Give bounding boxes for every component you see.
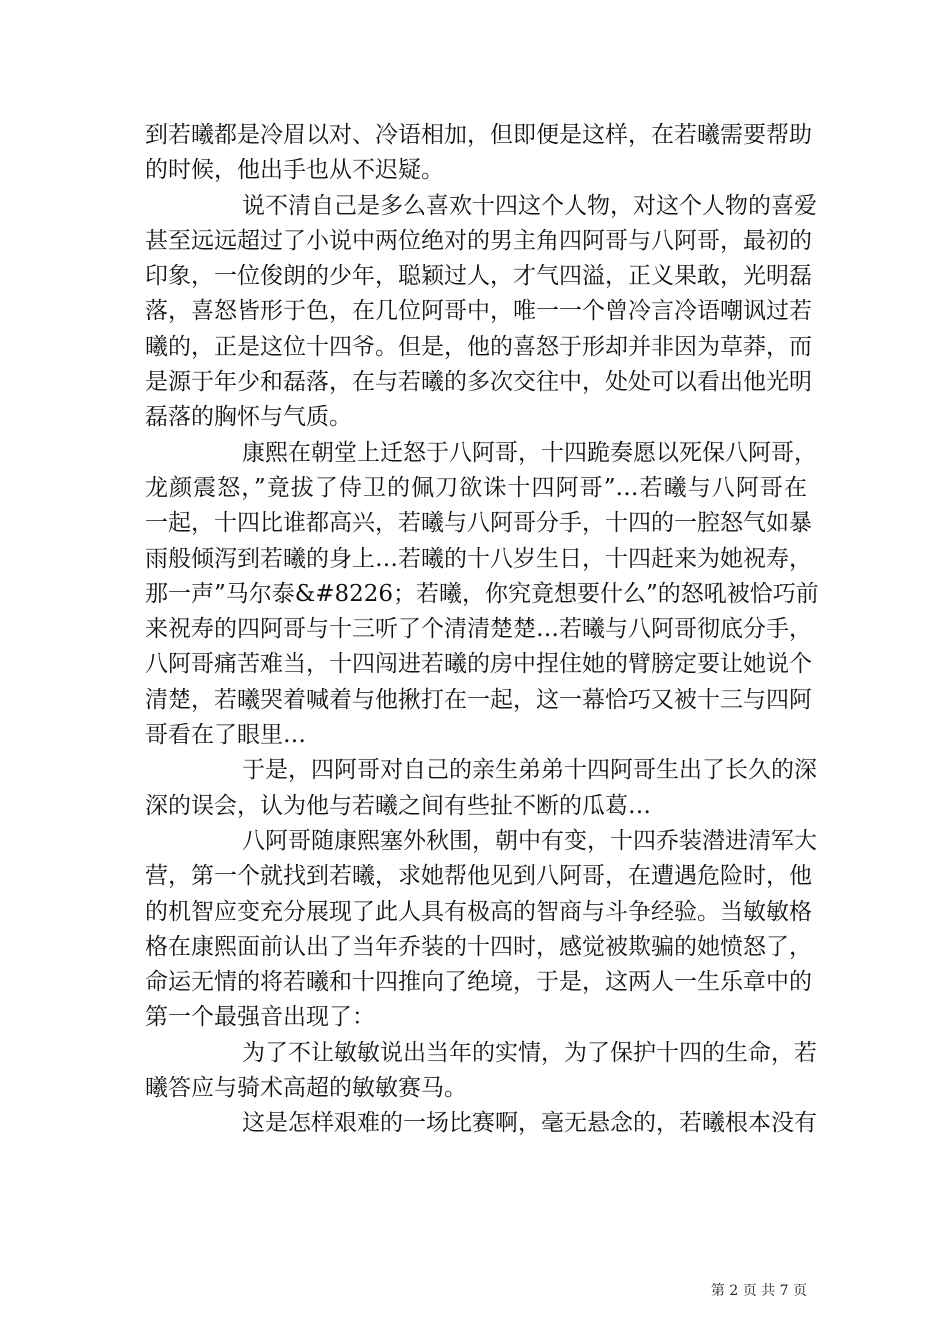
text-line: 深的误会，认为他与若曦之间有些扯不断的瓜葛…: [145, 792, 651, 819]
page-number-footer: 第 2 页 共 7 页: [710, 1283, 807, 1299]
text-line: 八阿哥随康熙塞外秋围，朝中有变，十四乔装潜进清军大: [242, 827, 817, 854]
text-line: 说不清自己是多么喜欢十四这个人物，对这个人物的喜爱: [242, 192, 817, 219]
document-body: [145, 118, 819, 1142]
text-line: 印象，一位俊朗的少年，聪颖过人，才气四溢，正义果敢，光明磊: [145, 263, 812, 290]
text-line: 的时候，他出手也从不迟疑。: [145, 157, 444, 184]
text-line: 雨般倾泻到若曦的身上…若曦的十八岁生日，十四赶来为她祝寿，: [145, 545, 812, 572]
text-line: 第一个最强音出现了：: [145, 1004, 375, 1031]
text-line: 康熙在朝堂上迁怒于八阿哥，十四跪奏愿以死保八阿哥，: [242, 439, 817, 466]
text-line: 命运无情的将若曦和十四推向了绝境，于是，这两人一生乐章中的: [145, 969, 812, 996]
text-line: 一起，十四比谁都高兴，若曦与八阿哥分手，十四的一腔怒气如暴: [145, 510, 812, 537]
text-line: 龙颜震怒，”竟拔了侍卫的佩刀欲诛十四阿哥”…若曦与八阿哥在: [145, 474, 807, 501]
text-line: 曦的，正是这位十四爷。但是，他的喜怒于形却并非因为草莽，而: [145, 333, 812, 360]
text-line: 营，第一个就找到若曦，求她帮他见到八阿哥，在遭遇危险时，他: [145, 863, 812, 890]
text-line: 是源于年少和磊落，在与若曦的多次交往中，处处可以看出他光明: [145, 369, 812, 396]
text-line: 来祝寿的四阿哥与十三听了个清清楚楚…若曦与八阿哥彻底分手，: [145, 616, 812, 643]
text-line: 为了不让敏敏说出当年的实情，为了保护十四的生命，若: [242, 1039, 817, 1066]
text-line: 到若曦都是冷眉以对、冷语相加，但即便是这样，在若曦需要帮助: [145, 122, 812, 148]
text-line: 曦答应与骑术高超的敏敏赛马。: [145, 1075, 467, 1102]
text-line: 于是，四阿哥对自己的亲生弟弟十四阿哥生出了长久的深: [242, 757, 817, 784]
text-line: 的机智应变充分展现了此人具有极高的智商与斗争经验。当敏敏格: [145, 898, 812, 925]
text-line: 这是怎样艰难的一场比赛啊，毫无悬念的，若曦根本没有: [242, 1110, 817, 1137]
text-line: 格在康熙面前认出了当年乔装的十四时，感觉被欺骗的她愤怒了，: [145, 933, 812, 960]
text-line: 甚至远远超过了小说中两位绝对的男主角四阿哥与八阿哥，最初的: [145, 227, 812, 254]
text-line: 哥看在了眼里…: [145, 722, 306, 749]
text-line: 磊落的胸怀与气质。: [145, 404, 352, 431]
text-line: 清楚，若曦哭着喊着与他揪打在一起，这一幕恰巧又被十三与四阿: [145, 686, 812, 713]
text-line: 落，喜怒皆形于色，在几位阿哥中，唯一一个曾冷言冷语嘲讽过若: [145, 298, 812, 325]
text-line: 八阿哥痛苦难当，十四闯进若曦的房中捏住她的臂膀定要让她说个: [145, 651, 812, 678]
text-line: 那一声”马尔泰&#8226；若曦，你究竟想要什么”的怒吼被恰巧前: [145, 580, 819, 607]
